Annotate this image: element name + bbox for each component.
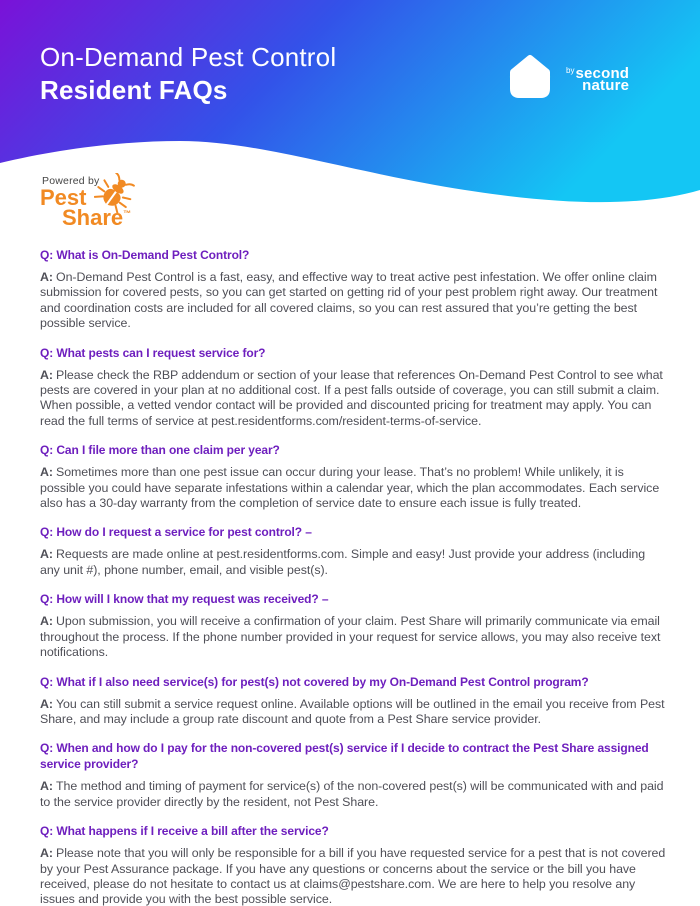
answer-prefix: A: bbox=[40, 367, 53, 382]
second-nature-wordmark bbox=[566, 63, 629, 92]
page-title-line2: Resident FAQs bbox=[40, 75, 228, 105]
share-wordmark: Share™ bbox=[62, 205, 132, 230]
answer-prefix: A: bbox=[40, 270, 53, 284]
faq-question: Q: When and how do I pay for the non-covered pest(s) service if I decide to contract the Pest Share assigned service provider? bbox=[40, 741, 649, 772]
faq-question: Q: What if I also need service(s) for pest(s) not covered by my On-Demand Pest Control program? bbox=[40, 674, 589, 689]
faq-answer: A: Requests are made online at pest.residentforms.com. Simple and easy! Just provide your address (including any unit #), phone number, email, and visible pest(s). bbox=[40, 547, 646, 577]
faq-item bbox=[40, 524, 667, 578]
faq-question: Q: Can I file more than one claim per year? bbox=[40, 443, 280, 458]
faq-item bbox=[40, 740, 667, 810]
faq-item bbox=[40, 823, 667, 906]
faq-question: Q: What pests can I request service for? bbox=[40, 345, 266, 360]
faq-question: Q: What is On-Demand Pest Control? bbox=[40, 248, 250, 262]
faq-answer: A: Please note that you will only be responsible for a bill if you have requested service for a pest that is not covered by your Pest Assurance package. If you have any questions or concerns about the service or the bill you have received, please do not hesitate to contact us at claims@pestshare.com. We are here to help you resolve any issues and provide you with the best possible service. bbox=[40, 846, 666, 906]
rbp-house-icon bbox=[503, 49, 557, 105]
faq-item bbox=[40, 591, 667, 660]
faq-answer: A: The method and timing of payment for service(s) of the non-covered pest(s) will be communicated with and paid to the service provider directly by the resident, not Pest Share. bbox=[40, 779, 664, 809]
faq-question: Q: How will I know that my request was received? – bbox=[40, 592, 329, 607]
answer-prefix: A: bbox=[40, 547, 53, 562]
pest-wordmark: Pest bbox=[40, 185, 87, 210]
page-title bbox=[40, 41, 336, 107]
faq-answer: A: Upon submission, you will receive a confirmation of your claim. Pest Share will primarily communicate via email throughout the process. If the phone number provided in your request for service allows, you may also receive text notifications. bbox=[40, 614, 661, 660]
page-title-line1: On-Demand Pest Control bbox=[40, 42, 337, 72]
faq-answer: A: You can still submit a service request online. Available options will be outlined in the email you receive from Pest Share, and may include a group rate discount and quote from a Pest Share service provider. bbox=[40, 696, 665, 726]
pest-share-logo bbox=[40, 175, 150, 233]
powered-by-label: Powered by bbox=[42, 175, 100, 187]
faq-item bbox=[40, 674, 667, 728]
faq-answer: A: On-Demand Pest Control is a fast, easy, and effective way to treat active pest infestation. We offer online claim submission for covered pests, so you can get started on getting rid of your pest problem right away. Our treatment and coordination costs are included for all covered claims, so you can rest assured that you’re getting the best possible service. bbox=[40, 270, 658, 331]
by-label: by bbox=[566, 65, 575, 75]
faq-question: Q: How do I request a service for pest control? – bbox=[40, 525, 312, 540]
faq-question: Q: What happens if I receive a bill after the service? bbox=[40, 824, 329, 839]
faq-list bbox=[40, 247, 667, 906]
answer-prefix: A: bbox=[40, 779, 53, 794]
trademark-symbol: ™ bbox=[123, 209, 132, 218]
nature-label: nature bbox=[582, 76, 630, 94]
faq-answer: A: Sometimes more than one pest issue can occur during your lease. That’s no problem! While unlikely, it is possible you could have separate infestations within a calendar year, which the plan accommodates. Each service also has a 30-day warranty from the completion of service date to ensure each issue is fully treated. bbox=[40, 465, 660, 511]
answer-prefix: A: bbox=[40, 465, 53, 480]
answer-prefix: A: bbox=[40, 696, 53, 711]
rbp-second-nature-logo bbox=[503, 49, 629, 105]
second-label: second bbox=[575, 64, 630, 82]
bug-icon bbox=[94, 173, 136, 213]
faq-item bbox=[40, 442, 667, 511]
answer-prefix: A: bbox=[40, 614, 53, 629]
faq-answer: A: Please check the RBP addendum or section of your lease that references On-Demand Pest Control to see what pests are covered in your plan at no additional cost. If a pest falls outside of coverage, you can still submit a claim. When possible, a vetted vendor contact will be provided and discounted pricing for treatment may apply. You can read the full terms of service at pest.residentforms.com/resident-terms-of-service. bbox=[40, 367, 663, 428]
faq-item bbox=[40, 345, 667, 430]
answer-prefix: A: bbox=[40, 846, 53, 861]
faq-item bbox=[40, 247, 667, 332]
